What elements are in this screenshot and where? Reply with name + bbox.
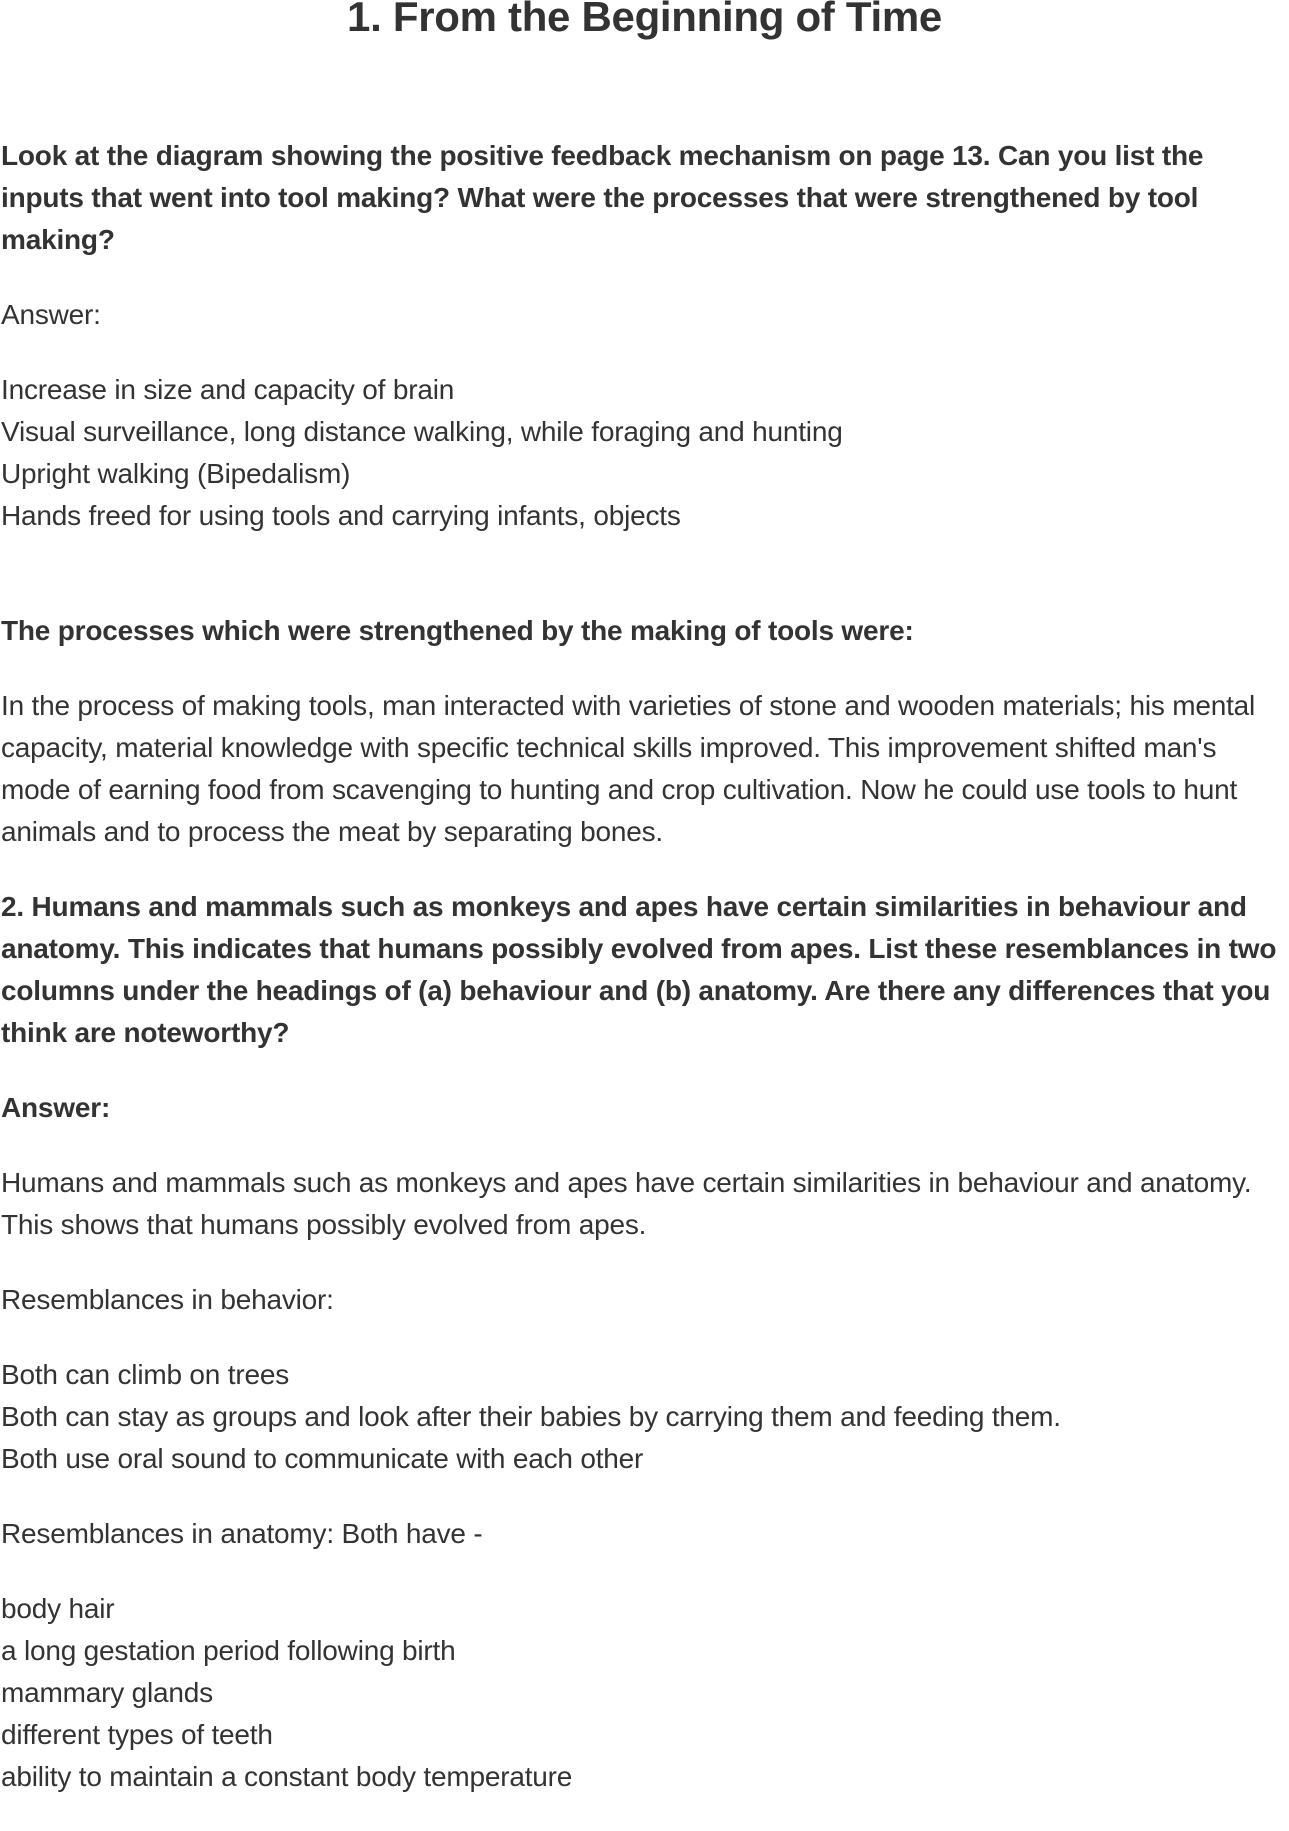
anatomy-heading: Resemblances in anatomy: Both have - (1, 1518, 483, 1549)
answer-2-text: Humans and mammals such as monkeys and apes have certain similarities in behaviour and anatomy. This shows that humans possibly evolved from apes. (1, 1167, 1252, 1240)
list-item: Both can climb on trees (1, 1359, 289, 1390)
list-item: mammary glands (1, 1677, 213, 1708)
list-item: Visual surveillance, long distance walking, while foraging and hunting (1, 416, 843, 447)
list-item: ability to maintain a constant body temperature (1, 1761, 573, 1792)
list-item: Both use oral sound to communicate with each other (1, 1443, 644, 1474)
behavior-heading: Resemblances in behavior: (1, 1284, 334, 1315)
list-item: Both can stay as groups and look after their babies by carrying them and feeding them. (1, 1401, 1061, 1432)
list-item: a long gestation period following birth (1, 1635, 456, 1666)
list-item: different types of teeth (1, 1719, 273, 1750)
page-title: 1. From the Beginning of Time (347, 0, 942, 40)
question-1: Look at the diagram showing the positive feedback mechanism on page 13. Can you list the inputs that went into tool making? What were the processes that were strengthened by tool making? (1, 140, 1204, 255)
answer-label: Answer: (1, 299, 101, 330)
processes-text: In the process of making tools, man interacted with varieties of stone and wooden materials; his mental capacity, material knowledge with specific technical skills improved. This improvement shifted man's mode of earning food from scavenging to hunting and crop cultivation. Now he could use tools to hunt animals and to process the meat by separating bones. (1, 690, 1256, 847)
question-2: 2. Humans and mammals such as monkeys and apes have certain similarities in behaviour and anatomy. This indicates that humans possibly evolved from apes. List these resemblances in two columns under the headings of (a) behaviour and (b) anatomy. Are there any differences that you think are noteworthy? (1, 891, 1277, 1048)
list-item: body hair (1, 1593, 115, 1624)
list-item: Upright walking (Bipedalism) (1, 458, 351, 489)
behavior-list (1, 1354, 1289, 1480)
answer-2-label: Answer: (1, 1092, 111, 1123)
anatomy-list (1, 1588, 1289, 1798)
inputs-list (1, 369, 1289, 537)
list-item: Increase in size and capacity of brain (1, 374, 455, 405)
processes-heading: The processes which were strengthened by the making of tools were: (1, 615, 914, 646)
content (1, 135, 1289, 1831)
list-item: Hands freed for using tools and carrying infants, objects (1, 500, 681, 531)
